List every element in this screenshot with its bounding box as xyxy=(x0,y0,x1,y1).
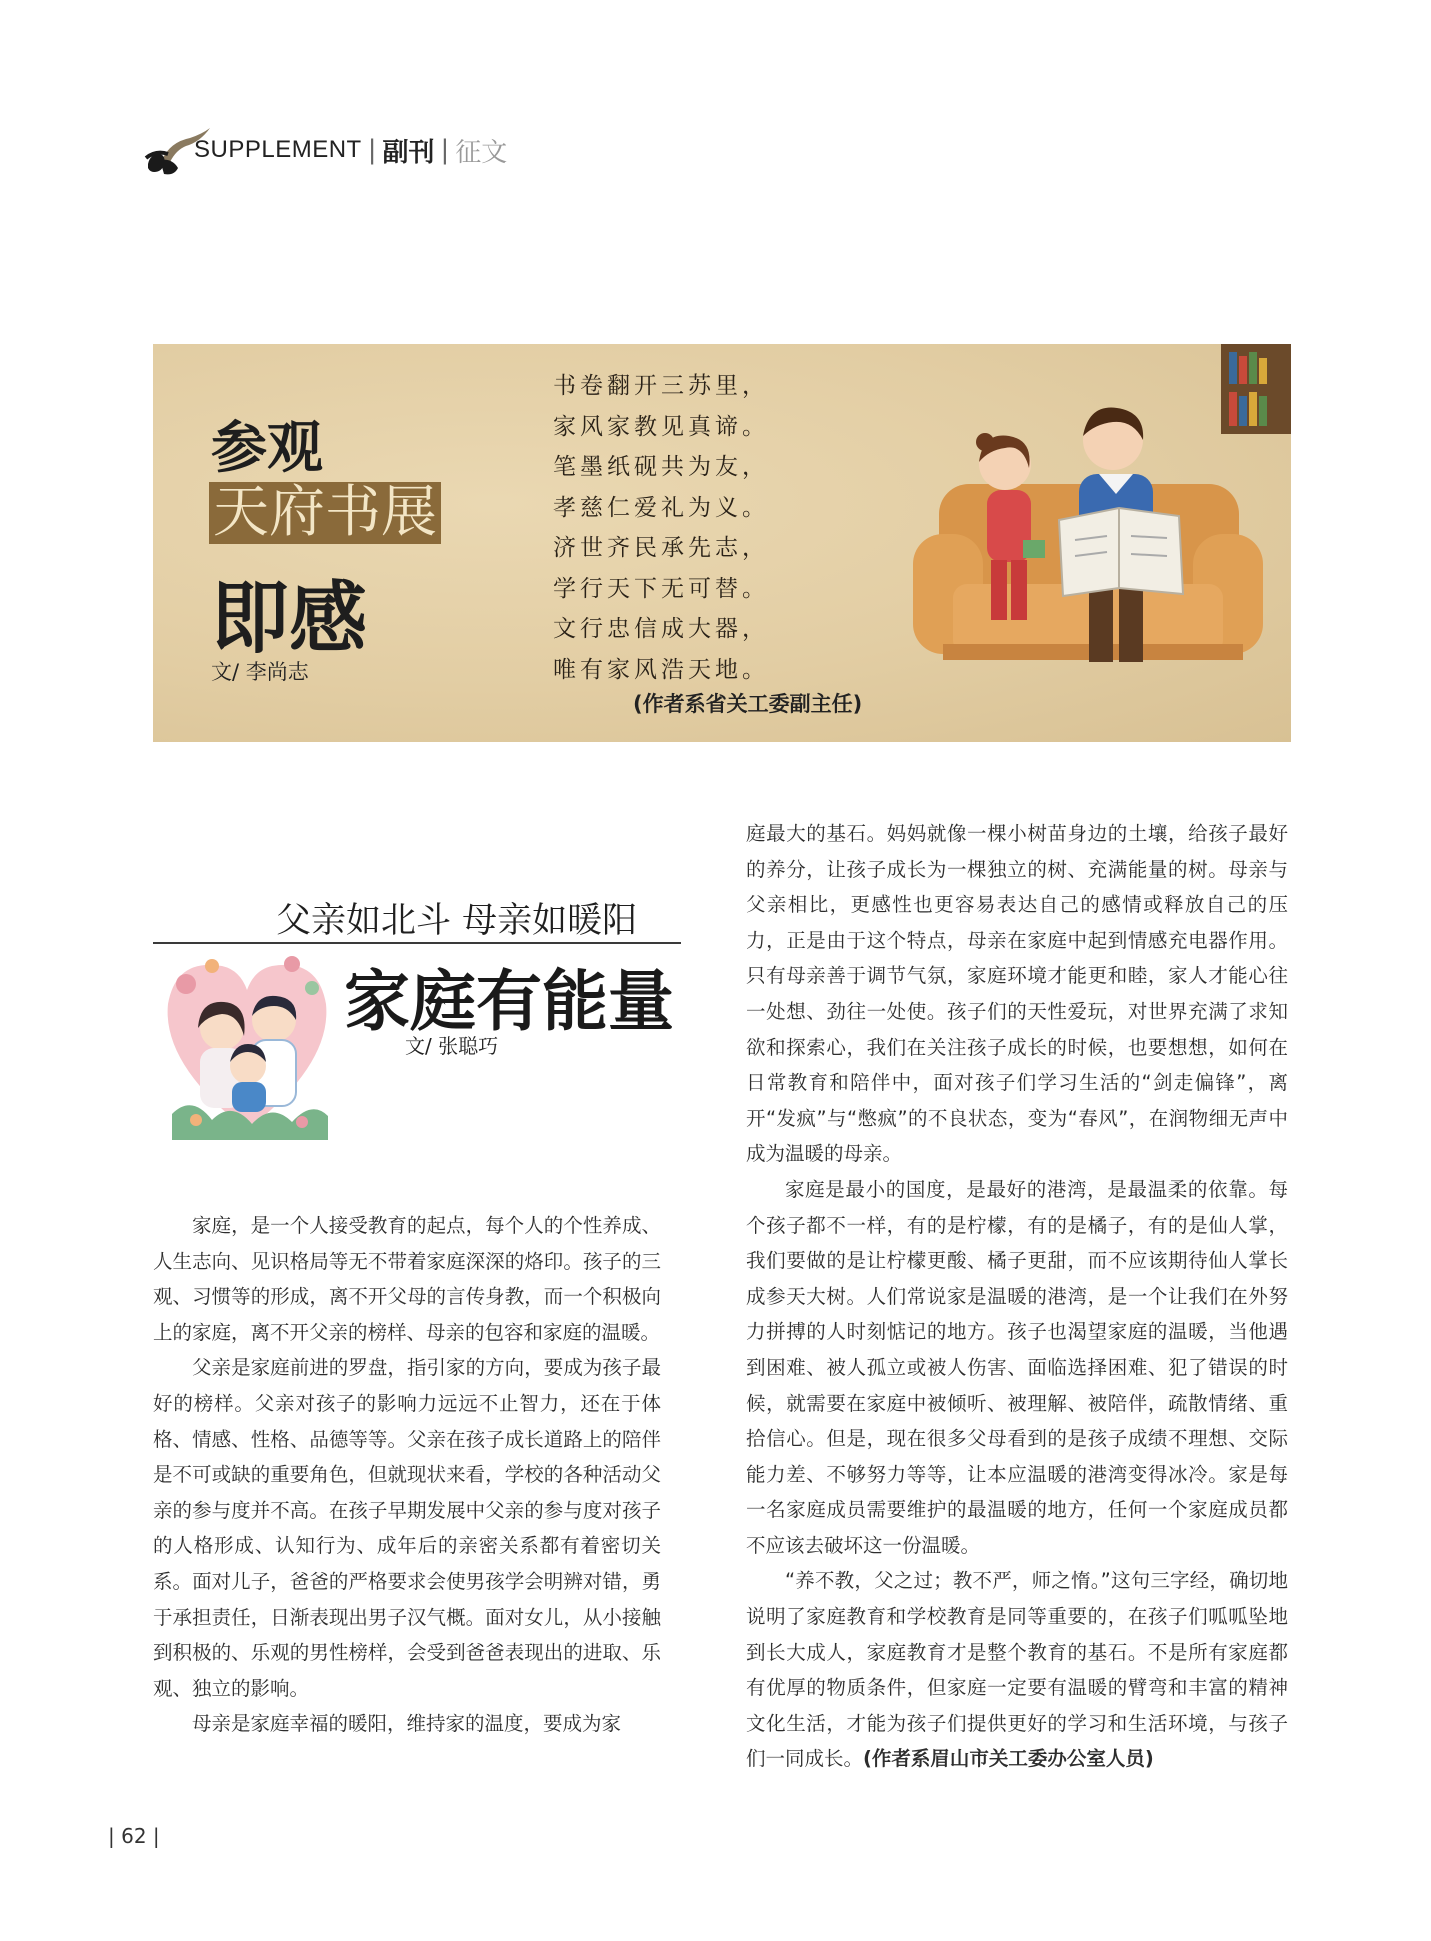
paragraph: 家庭是最小的国度，是最好的港湾，是最温柔的依靠。每个孩子都不一样，有的是柠檬，有的是橘子，有的是仙人掌，我们要做的是让柠檬更酸、橘子更甜，而不应该期待仙人掌长成参天大树。人们常说家是温暖的港湾，是一个让我们在外努力拼搏的人时刻惦记的地方。孩子也渴望家庭的温暖，当他遇到困难、被人孤立或被人伤害、面临选择困难、犯了错误的时候，就需要在家庭中被倾听、被理解、被陪伴，疏散情绪、重拾信心。但是，现在很多父母看到的是孩子成绩不理想、交际能力差、不够努力等等，让本应温暖的港湾变得冰冷。家是每一名家庭成员需要维护的最温暖的地方，任何一个家庭成员都不应该去破坏这一份温暖。 xyxy=(746,1177,1288,1557)
poem-text xyxy=(553,366,769,690)
page-header xyxy=(142,120,507,180)
section-label: 副刊 xyxy=(382,137,435,168)
brush-logo-icon xyxy=(142,120,212,180)
poem-line: 唯有家风浩天地。 xyxy=(553,656,769,683)
poem-line: 文行忠信成大器， xyxy=(553,616,769,642)
family-heart-illustration xyxy=(152,944,342,1142)
author-note: (作者系眉山市关工委办公室人员) xyxy=(863,1747,1154,1771)
paragraph-text: “养不教，父之过；教不严，师之惰。”这句三字经，确切地说明了家庭教育和学校教育是同等重要的，在孩子们呱呱坠地到长大成人，家庭教育才是整个教育的基石。不是所有家庭都有优厚的物质条件，但家庭一定要有温暖的臂弯和丰富的精神文化生活，才能为孩子们提供更好的学习和生活环境，与孩子们一同成长。 xyxy=(746,1569,1288,1771)
poem-line: 孝慈仁爱礼为义。 xyxy=(553,494,769,521)
page-number: | 62 | xyxy=(108,1824,160,1848)
poem-line: 笔墨纸砚共为友， xyxy=(553,454,769,480)
paragraph xyxy=(746,1563,1288,1777)
banner-author: 文/ 李尚志 xyxy=(211,660,309,684)
poem-banner xyxy=(153,344,1291,742)
article-column-right xyxy=(746,816,1288,1777)
article-title: 家庭有能量 xyxy=(344,963,674,1040)
paragraph: 父亲是家庭前进的罗盘，指引家的方向，要成为孩子最好的榜样。父亲对孩子的影响力远远不止智力，还在于体格、情感、性格、品德等等。父亲在孩子成长道路上的陪伴是不可或缺的重要角色，但就现状来看，学校的各种活动父亲的参与度并不高。在孩子早期发展中父亲的参与度对孩子的人格形成、认知行为、成年后的亲密关系都有着密切关系。面对儿子，爸爸的严格要求会使男孩学会明辨对错，勇于承担责任，日渐表现出男子汉气概。面对女儿，从小接触到积极的、乐观的男性榜样，会受到爸爸表现出的进取、乐观、独立的影响。 xyxy=(153,1356,661,1700)
supplement-label: SUPPLEMENT xyxy=(194,136,362,163)
banner-title-line1: 参观 xyxy=(211,416,323,481)
header-separator: | xyxy=(440,135,450,165)
paragraph: 庭最大的基石。妈妈就像一棵小树苗身边的土壤，给孩子最好的养分，让孩子成长为一棵独立的树、充满能量的树。母亲与父亲相比，更感性也更容易表达自己的感情或释放自己的压力，正是由于这个特点，母亲在家庭中起到情感充电器作用。只有母亲善于调节气氛，家庭环境才能更和睦，家人才能心往一处想、劲往一处使。孩子们的天性爱玩，对世界充满了求知欲和探索心，我们在关注孩子成长的时候，也要想想，如何在日常教育和陪伴中，面对孩子们学习生活的“剑走偏锋”，离开“发疯”与“憋疯”的不良状态，变为“春风”，在润物细无声中成为温暖的母亲。 xyxy=(746,822,1288,1166)
poem-line: 家风家教见真谛。 xyxy=(553,413,769,440)
article-column-left xyxy=(153,1208,661,1742)
paragraph: 家庭，是一个人接受教育的起点，每个人的个性养成、人生志向、见识格局等无不带着家庭深深的烙印。孩子的三观、习惯等的形成，离不开父母的言传身教，而一个积极向上的家庭，离不开父亲的榜样、母亲的包容和家庭的温暖。 xyxy=(153,1214,661,1344)
subsection-label: 征文 xyxy=(455,137,508,168)
poem-line: 学行天下无可替。 xyxy=(553,575,769,602)
article-subtitle: 父亲如北斗 母亲如暖阳 xyxy=(276,901,638,941)
poem-line: 书卷翻开三苏里， xyxy=(553,373,769,399)
banner-author-note: (作者系省关工委副主任) xyxy=(633,692,863,716)
article-author: 文/ 张聪巧 xyxy=(405,1034,499,1058)
reading-family-illustration xyxy=(893,344,1291,742)
banner-title-line3: 即感 xyxy=(211,574,368,664)
paragraph: 母亲是家庭幸福的暖阳，维持家的温度，要成为家 xyxy=(192,1712,622,1736)
poem-line: 济世齐民承先志， xyxy=(553,535,769,561)
banner-title-line2: 天府书展 xyxy=(209,482,441,544)
header-separator: | xyxy=(367,135,377,165)
